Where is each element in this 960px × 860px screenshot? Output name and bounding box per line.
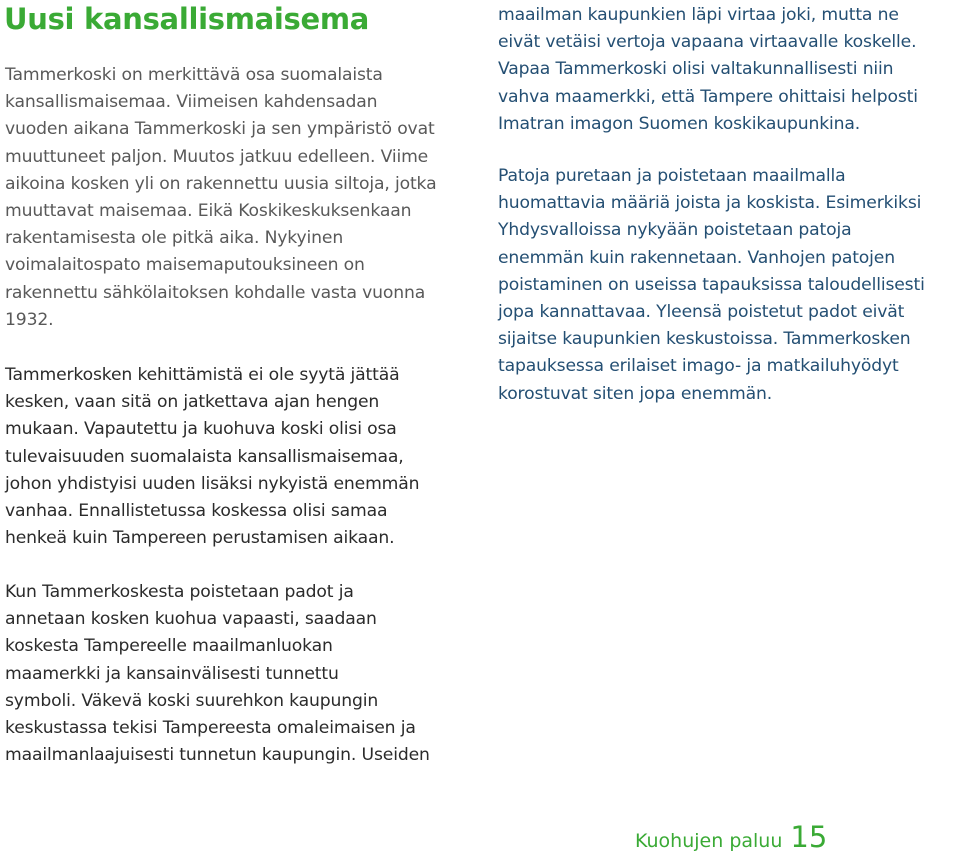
paragraph-continuation: [498, 2, 958, 138]
text-line: Yhdysvalloissa nykyään poistetaan patoja: [498, 220, 852, 241]
paragraph-development: [5, 362, 475, 552]
text-line: muuttuneet paljon. Muutos jatkuu edelleen. Viime: [5, 146, 429, 167]
text-line: vanhaa. Ennallistetussa koskessa olisi samaa: [5, 501, 388, 522]
text-line: sijaitse kaupunkien keskustoissa. Tammerkosken: [498, 329, 911, 350]
text-line: enemmän kuin rakennetaan. Vanhojen patojen: [498, 247, 895, 268]
text-line: huomattavia määriä joista ja koskista. Esimerkiksi: [498, 193, 922, 214]
text-line: kansallismaisemaa. Viimeisen kahdensadan: [5, 92, 378, 113]
text-line: johon yhdistyisi uuden lisäksi nykyistä enemmän: [5, 473, 420, 494]
text-line: Tammerkoski on merkittävä osa suomalaista: [5, 65, 383, 85]
text-line: Vapaa Tammerkoski olisi valtakunnallisesti niin: [498, 59, 894, 80]
text-line: Imatran imagon Suomen koskikaupunkina.: [498, 113, 861, 134]
text-line: poistaminen on useissa tapauksissa taloudellisesti: [498, 274, 925, 295]
text-line: symboli. Väkevä koski suurehkon kaupungin: [5, 690, 379, 711]
text-line: muuttavat maisemaa. Eikä Koskikeskuksenkaan: [5, 201, 412, 222]
text-line: kesken, vaan sitä on jatkettava ajan hengen: [5, 392, 380, 413]
text-line: aikoina kosken yli on rakennettu uusia siltoja, jotka: [5, 173, 437, 194]
text-line: 1932.: [5, 309, 54, 330]
page-number: 15: [790, 820, 828, 854]
text-line: eivät vetäisi vertoja vapaana virtaavalle koskelle.: [498, 32, 917, 53]
paragraph-intro: [5, 62, 475, 334]
text-line: koskesta Tampereelle maailmanluokan: [5, 636, 333, 657]
text-line: rakennettu sähkölaitoksen kohdalle vasta vuonna: [5, 282, 426, 303]
paragraph-dam-removal: [498, 163, 958, 408]
text-line: korostuvat siten jopa enemmän.: [498, 383, 773, 404]
paragraph-text: [498, 2, 958, 138]
text-line: voimalaitospato maisemaputouksineen on: [5, 255, 365, 276]
text-line: keskustassa tekisi Tampereesta omaleimaisen ja: [5, 718, 416, 739]
paragraph-text: [498, 163, 958, 408]
paragraph-text: [5, 579, 475, 769]
page-footer: [635, 820, 827, 860]
page-title: Uusi kansallismaisema: [4, 2, 370, 36]
text-line: mukaan. Vapautettu ja kuohuva koski olisi osa: [5, 419, 397, 440]
text-line: Kun Tammerkoskesta poistetaan padot ja: [5, 582, 354, 602]
text-line: vahva maamerkki, että Tampere ohittaisi helposti: [498, 86, 918, 107]
text-line: tapauksessa erilaiset imago- ja matkailuhyödyt: [498, 356, 899, 377]
text-line: maamerkki ja kansainvälisesti tunnettu: [5, 663, 339, 684]
text-line: maailmanlaajuisesti tunnetun kaupungin. Useiden: [5, 745, 430, 766]
text-line: rakentamisesta ole pitkä aika. Nykyinen: [5, 228, 344, 249]
text-line: jopa kannattavaa. Yleensä poistetut padot eivät: [498, 302, 905, 323]
text-line: Tammerkosken kehittämistä ei ole syytä jättää: [5, 365, 400, 385]
paragraph-landmark: [5, 579, 475, 769]
publication-title: Kuohujen paluu: [635, 830, 783, 852]
text-line: annetaan kosken kuohua vapaasti, saadaan: [5, 609, 377, 630]
text-line: maailman kaupunkien läpi virtaa joki, mutta ne: [498, 5, 899, 25]
text-line: Patoja puretaan ja poistetaan maailmalla: [498, 166, 846, 186]
text-line: vuoden aikana Tammerkoski ja sen ympäristö ovat: [5, 119, 435, 140]
paragraph-text: [5, 62, 475, 334]
text-line: henkeä kuin Tampereen perustamisen aikaan.: [5, 528, 395, 549]
text-line: tulevaisuuden suomalaista kansallismaisemaa,: [5, 446, 404, 467]
paragraph-text: [5, 362, 475, 552]
